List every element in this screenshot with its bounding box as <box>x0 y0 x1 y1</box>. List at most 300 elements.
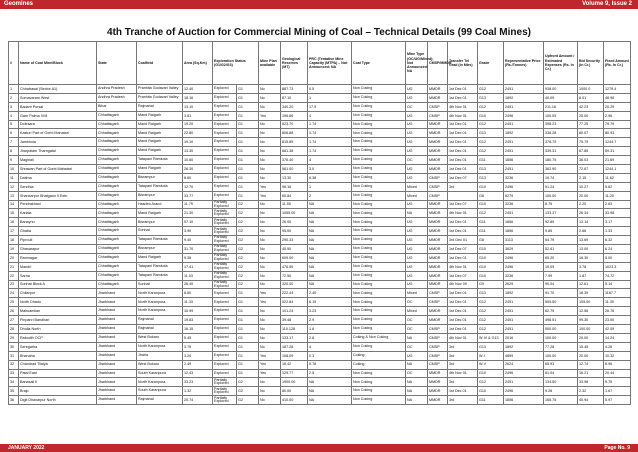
table-cell: Explored <box>213 289 237 298</box>
table-cell: G13 <box>478 342 504 351</box>
table-row <box>9 369 631 378</box>
column-header: Name of Coal Mine/Block <box>19 42 97 85</box>
table-cell: 1.33 <box>604 227 631 236</box>
table-cell: 2.9 <box>308 316 352 325</box>
table-cell: 23 <box>9 280 19 289</box>
table-cell: G10 <box>478 262 504 271</box>
table-cell: No <box>259 253 281 262</box>
table-cell: Non Coking <box>352 342 406 351</box>
table-cell: G12 <box>478 325 504 334</box>
table-cell: 12.40 <box>183 85 213 94</box>
table-cell: 1856 <box>504 396 544 405</box>
table-cell: 1st Dec 01 <box>448 129 478 138</box>
table-cell: Explored <box>213 173 237 182</box>
table-cell: West Bokaro <box>137 360 183 369</box>
table-cell: Tatapani Ramkola <box>137 262 183 271</box>
table-cell: 12.70 <box>183 182 213 191</box>
table-cell: No <box>259 236 281 245</box>
table-row <box>9 325 631 334</box>
table-cell: Digit Dhavarpur North <box>19 396 97 405</box>
table-cell: G13 <box>478 289 504 298</box>
table-cell: 1 <box>308 182 352 191</box>
table-cell: 134.50 <box>544 378 578 387</box>
table-cell: Partially Explored <box>213 209 237 218</box>
table-cell: 2.66 <box>578 227 604 236</box>
table-cell: 1st Dec 07 <box>448 173 478 182</box>
table-cell: 165.75 <box>544 396 578 405</box>
table-cell: Tatapani Ramkola <box>137 236 183 245</box>
table-cell: 36.03 <box>578 156 604 165</box>
table-cell: 6 <box>9 129 19 138</box>
table-cell: NA <box>406 360 428 369</box>
table-cell: 1st Dec 01 <box>448 298 478 307</box>
table-cell: Non Coking <box>352 147 406 156</box>
table-cell: Jharkhand <box>97 307 137 316</box>
table-cell: 133.17 <box>281 333 308 342</box>
table-cell: MMDR <box>428 165 448 174</box>
table-cell: 196.86 <box>281 111 308 120</box>
table-cell: G1 <box>237 85 259 94</box>
table-cell: Banaynu <box>19 218 97 227</box>
table-cell: North Karanpura <box>137 342 183 351</box>
table-cell: G11 <box>478 218 504 227</box>
table-cell: Partially Explored <box>213 245 237 254</box>
table-cell: 31 <box>9 351 19 360</box>
table-cell: OC <box>406 342 428 351</box>
table-cell: 100.00 <box>544 191 578 200</box>
table-cell: Partially Explored <box>213 271 237 280</box>
table-cell: 1279.4 <box>604 85 631 94</box>
table-cell: MMDR <box>428 387 448 396</box>
table-cell: NA <box>406 378 428 387</box>
table-cell: 3113 <box>504 236 544 245</box>
table-cell: No <box>259 147 281 156</box>
table-cell: Maginali <box>19 156 97 165</box>
table-cell: Tatapani Ramkola <box>137 271 183 280</box>
table-cell: Pranhita Godavari Valley <box>137 93 183 102</box>
table-cell: MMDR <box>428 316 448 325</box>
table-header-row <box>9 42 631 85</box>
table-cell: 5.97 <box>604 396 631 405</box>
table-cell: G13 <box>478 173 504 182</box>
table-cell: 1st Dec 01 <box>448 156 478 165</box>
table-cell: 9.36 <box>183 253 213 262</box>
table-cell: 25.00 <box>578 111 604 120</box>
table-cell: Jharkhand <box>97 289 137 298</box>
table-cell: 2451 <box>504 378 544 387</box>
table-row <box>9 236 631 245</box>
table-cell: 30 <box>9 342 19 351</box>
table-cell: Rajmahal <box>137 396 183 405</box>
table-cell: W-I <box>478 351 504 360</box>
table-cell: Mandri <box>19 262 97 271</box>
table-cell: 2.15 <box>578 173 604 182</box>
table-cell: 14 <box>9 200 19 209</box>
table-cell: 3rd <box>448 360 478 369</box>
table-cell: OC <box>406 316 428 325</box>
table-cell: Chhattisgarh <box>97 191 137 200</box>
table-cell: CMSP <box>428 333 448 342</box>
table-cell: West Bokaro <box>137 333 183 342</box>
table-cell: 19.10 <box>183 138 213 147</box>
column-header: State <box>97 42 137 85</box>
table-cell: 0.38 <box>308 173 352 182</box>
table-row <box>9 378 631 387</box>
journal-name: Geomines <box>4 1 34 7</box>
table-cell: 60.84 <box>281 191 308 200</box>
table-cell: North Dhadu <box>19 298 97 307</box>
table-cell: 1st Dec 01 <box>448 85 478 94</box>
table-cell: Non Coking <box>352 191 406 200</box>
table-cell: G2 <box>237 227 259 236</box>
table-cell: Sendhia <box>19 182 97 191</box>
table-cell: 2496 <box>504 262 544 271</box>
table-cell: 3.20 <box>183 351 213 360</box>
table-cell: Yes <box>259 182 281 191</box>
table-row <box>9 93 631 102</box>
column-header: # <box>9 42 19 85</box>
table-cell: 67.85 <box>578 147 604 156</box>
table-cell: 1 <box>9 85 19 94</box>
table-cell: 80.00 <box>281 387 308 396</box>
table-cell: 2016 <box>504 333 544 342</box>
table-cell: 6.19 <box>308 298 352 307</box>
table-row <box>9 351 631 360</box>
table-cell: Chhattisgarh <box>97 156 137 165</box>
table-cell: 6.24 <box>604 245 631 254</box>
table-cell: Explored <box>213 369 237 378</box>
table-cell: Chhattisgarh <box>97 245 137 254</box>
table-cell: Partially Explored <box>213 262 237 271</box>
table-cell: MMDR <box>428 280 448 289</box>
table-cell: MMDR <box>428 120 448 129</box>
table-cell: 1st Dec 01 <box>448 227 478 236</box>
table-cell: 20.00 <box>578 191 604 200</box>
table-cell: 8.75 <box>544 200 578 209</box>
table-cell: 2.8 <box>308 333 352 342</box>
table-cell: NA <box>308 218 352 227</box>
table-cell: Explored <box>213 85 237 94</box>
table-cell: 2.5 <box>308 369 352 378</box>
table-cell: Jharkhand <box>97 342 137 351</box>
table-cell: 6279 <box>504 191 544 200</box>
table-cell: 3.23 <box>308 307 352 316</box>
table-cell: 31.70 <box>183 245 213 254</box>
table-cell: 95.00 <box>281 227 308 236</box>
table-cell: 11 <box>9 173 19 182</box>
table-cell: G12 <box>478 378 504 387</box>
table-cell: No <box>259 129 281 138</box>
table-cell: 13.10 <box>183 102 213 111</box>
table-cell: 1st Dec 01 <box>448 253 478 262</box>
table-cell: MMDR <box>428 156 448 165</box>
table-cell: 33.98 <box>578 378 604 387</box>
table-cell: G1 <box>237 111 259 120</box>
table-cell: Non Coking <box>352 271 406 280</box>
table-cell: 2496 <box>504 387 544 396</box>
table-cell: G2 <box>237 245 259 254</box>
table-cell: G10 <box>478 253 504 262</box>
table-cell: 20 <box>9 253 19 262</box>
table-cell: Banasali II <box>19 378 97 387</box>
table-cell: G13 <box>478 165 504 174</box>
table-cell: 1st Dec 07 <box>448 200 478 209</box>
table-cell: 2451 <box>504 85 544 94</box>
table-cell: 16.15 <box>183 325 213 334</box>
table-cell: Explored <box>213 351 237 360</box>
table-cell: MMDR <box>428 236 448 245</box>
table-cell: 2451 <box>504 316 544 325</box>
table-cell: Rajmahal <box>137 102 183 111</box>
table-cell: Rabodih OCP <box>19 333 97 342</box>
table-cell: 2496 <box>504 253 544 262</box>
table-cell: 23.00 <box>604 316 631 325</box>
table-cell: 11.00 <box>281 200 308 209</box>
table-cell: 33 <box>9 369 19 378</box>
table-row <box>9 156 631 165</box>
table-cell: NA <box>308 236 352 245</box>
table-cell: Jharkhand <box>97 333 137 342</box>
table-cell: 2451 <box>504 325 544 334</box>
table-cell: 75.79 <box>578 138 604 147</box>
table-cell: 18 <box>9 236 19 245</box>
table-cell: Mixed <box>406 307 428 316</box>
table-cell: 77.25 <box>578 120 604 129</box>
table-cell: UG <box>406 120 428 129</box>
table-cell: G12 <box>478 138 504 147</box>
table-cell: Yes <box>259 351 281 360</box>
table-cell: Non Coking <box>352 120 406 129</box>
table-cell: 10.60 <box>183 156 213 165</box>
column-header: Geological Reserves (MT) <box>281 42 308 85</box>
table-cell: 20.00 <box>578 351 604 360</box>
table-cell: Non Coking <box>352 307 406 316</box>
table-cell: 3rd <box>448 396 478 405</box>
table-cell: Jharkhand <box>97 360 137 369</box>
table-cell: Non Coking <box>352 298 406 307</box>
table-cell: Brajo <box>19 387 97 396</box>
table-cell: 27 <box>9 316 19 325</box>
table-cell: G1 <box>237 369 259 378</box>
table-cell: 26.00 <box>281 218 308 227</box>
table-cell: Ghasarapur <box>19 245 97 254</box>
table-cell: 1055.00 <box>281 209 308 218</box>
table-cell: 6.96 <box>604 360 631 369</box>
table-cell: UG <box>406 253 428 262</box>
coal-mines-table <box>8 41 631 405</box>
table-cell: Ghatia <box>19 227 97 236</box>
table-cell: Coking <box>352 360 406 369</box>
table-cell: 362.90 <box>544 165 578 174</box>
table-row <box>9 342 631 351</box>
column-header: Bid Security (in Cr.) <box>578 42 604 85</box>
table-cell: Jharkhand <box>97 378 137 387</box>
table-cell: 25 <box>9 298 19 307</box>
table-cell: Chhattisgarh <box>97 253 137 262</box>
table-cell: 339.31 <box>544 147 578 156</box>
table-cell: 609.00 <box>281 253 308 262</box>
table-cell: NA <box>406 209 428 218</box>
table-cell: G10 <box>478 245 504 254</box>
table-cell: Bisrampur <box>137 191 183 200</box>
table-cell: Non Coking <box>352 387 406 396</box>
table-cell: 681.38 <box>281 147 308 156</box>
table-cell: 13.14 <box>578 218 604 227</box>
table-cell: 90.04 <box>544 280 578 289</box>
table-row <box>9 289 631 298</box>
table-cell: 3 <box>9 102 19 111</box>
table-cell: CMSP <box>428 351 448 360</box>
table-cell: Non Coking <box>352 396 406 405</box>
table-cell: Piprouli <box>19 236 97 245</box>
table-cell: Non Coking <box>352 129 406 138</box>
table-cell: 15.45 <box>578 342 604 351</box>
table-cell: 65.93 <box>544 360 578 369</box>
table-cell: 2451 <box>504 102 544 111</box>
table-cell: Non Coking <box>352 369 406 378</box>
table-cell: 48.98 <box>604 93 631 102</box>
table-row <box>9 200 631 209</box>
table-cell: G10 <box>478 182 504 191</box>
table-row <box>9 129 631 138</box>
table-cell: 21 <box>9 262 19 271</box>
table-cell: CMSP <box>428 360 448 369</box>
table-cell: 45.50 <box>281 245 308 254</box>
table-cell: 32 <box>9 360 19 369</box>
table-cell: MMDR <box>428 378 448 387</box>
table-cell: UG <box>406 262 428 271</box>
table-cell: 42.09 <box>604 325 631 334</box>
table-cell: Mixed <box>406 182 428 191</box>
table-cell: G2 <box>237 280 259 289</box>
table-cell: Explored <box>213 165 237 174</box>
table-cell: Hasdeo Arand <box>137 200 183 209</box>
table-cell: Partially Explored <box>213 280 237 289</box>
column-header: CMSP/MMDR <box>428 42 448 85</box>
table-cell: 72.50 <box>281 271 308 280</box>
table-cell: G2 <box>237 396 259 405</box>
table-cell: No <box>259 387 281 396</box>
table-cell: 2496 <box>504 182 544 191</box>
table-cell: 13.00 <box>578 245 604 254</box>
table-cell: 180.75 <box>544 156 578 165</box>
table-cell: 9 <box>9 156 19 165</box>
table-cell: G11 <box>478 396 504 405</box>
table-cell: Chhattisgarh <box>97 173 137 182</box>
volume-issue: Volume 9, Issue 2 <box>582 1 632 7</box>
table-cell: Patal East <box>19 369 97 378</box>
table-cell: G2 <box>237 387 259 396</box>
table-cell: CMSP <box>428 173 448 182</box>
table-cell: 110.128 <box>281 325 308 334</box>
table-row <box>9 262 631 271</box>
table-cell: 3rd <box>448 378 478 387</box>
table-cell: NA <box>406 387 428 396</box>
table-cell: G1 <box>237 120 259 129</box>
table-cell: 2.20 <box>578 200 604 209</box>
table-cell: 10.99 <box>183 307 213 316</box>
table-cell: Non Coking <box>352 85 406 94</box>
table-cell: 13.69 <box>578 236 604 245</box>
table-cell: 2451 <box>504 307 544 316</box>
table-cell: UG <box>406 245 428 254</box>
table-cell: North Karanpura <box>137 298 183 307</box>
table-cell: Chhattisgarh <box>97 147 137 156</box>
table-cell: 62.79 <box>544 307 578 316</box>
table-cell: 398.23 <box>544 120 578 129</box>
table-cell: 61.04 <box>544 369 578 378</box>
table-cell: NA <box>406 396 428 405</box>
table-cell: 1.67 <box>604 387 631 396</box>
table-cell: Badam Pursai <box>19 102 97 111</box>
table-cell: 100.00 <box>544 351 578 360</box>
table-cell: 9.85 <box>544 227 578 236</box>
table-cell: G12 <box>478 298 504 307</box>
table-cell: 13.30 <box>183 147 213 156</box>
table-cell: 26 <box>9 307 19 316</box>
table-cell: 981.00 <box>281 165 308 174</box>
table-cell: 1st Dec 01 <box>448 307 478 316</box>
table-cell: Jharkhand <box>97 369 137 378</box>
table-cell: Chhattisgarh <box>97 280 137 289</box>
table-cell: 1 <box>308 93 352 102</box>
table-cell: 17.9 <box>308 102 352 111</box>
table-cell: 187.28 <box>281 342 308 351</box>
table-cell: MMDR <box>428 85 448 94</box>
table-cell: Partially Explored <box>213 236 237 245</box>
table-cell: Explored <box>213 120 237 129</box>
table-cell: 4th Nov 01 <box>448 333 478 342</box>
table-cell: MMDR <box>428 227 448 236</box>
table-cell: Yes <box>259 111 281 120</box>
table-cell: 100.00 <box>544 333 578 342</box>
table-cell: Mahuamilan <box>19 307 97 316</box>
table-cell: Jharia <box>137 351 183 360</box>
table-cell: 3.90 <box>183 227 213 236</box>
table-cell: G10 <box>478 369 504 378</box>
table-cell: 2.40 <box>308 289 352 298</box>
table-cell: Gare Palma IV/8 <box>19 111 97 120</box>
table-cell: NA <box>308 280 352 289</box>
table-cell: G1 <box>237 138 259 147</box>
table-cell: 5.62 <box>604 182 631 191</box>
table-cell: Bhanaha <box>19 351 97 360</box>
table-cell: G1 <box>237 325 259 334</box>
table-cell: G2 <box>237 218 259 227</box>
table-cell: Partially Explored <box>213 200 237 209</box>
table-cell: No <box>259 165 281 174</box>
table-cell: 79.79 <box>604 120 631 129</box>
table-cell: 40.09 <box>544 93 578 102</box>
table-cell: UG <box>406 111 428 120</box>
table-cell: 1892 <box>504 342 544 351</box>
table-row <box>9 280 631 289</box>
table-cell: Non Coking <box>352 138 406 147</box>
table-cell: 2451 <box>504 165 544 174</box>
table-cell: G11 <box>478 156 504 165</box>
table-cell: No <box>259 307 281 316</box>
table-cell: Bisrampur <box>137 218 183 227</box>
table-cell: North Karanpura <box>137 289 183 298</box>
table-cell: OC <box>406 369 428 378</box>
table-cell: 376.79 <box>544 138 578 147</box>
table-cell: CMSP <box>428 182 448 191</box>
table-cell: UG <box>406 351 428 360</box>
table-cell: 33.98 <box>604 209 631 218</box>
table-cell: No <box>259 227 281 236</box>
table-cell: Chhattisgarh <box>97 165 137 174</box>
table-cell: Chhattisgarh <box>97 120 137 129</box>
